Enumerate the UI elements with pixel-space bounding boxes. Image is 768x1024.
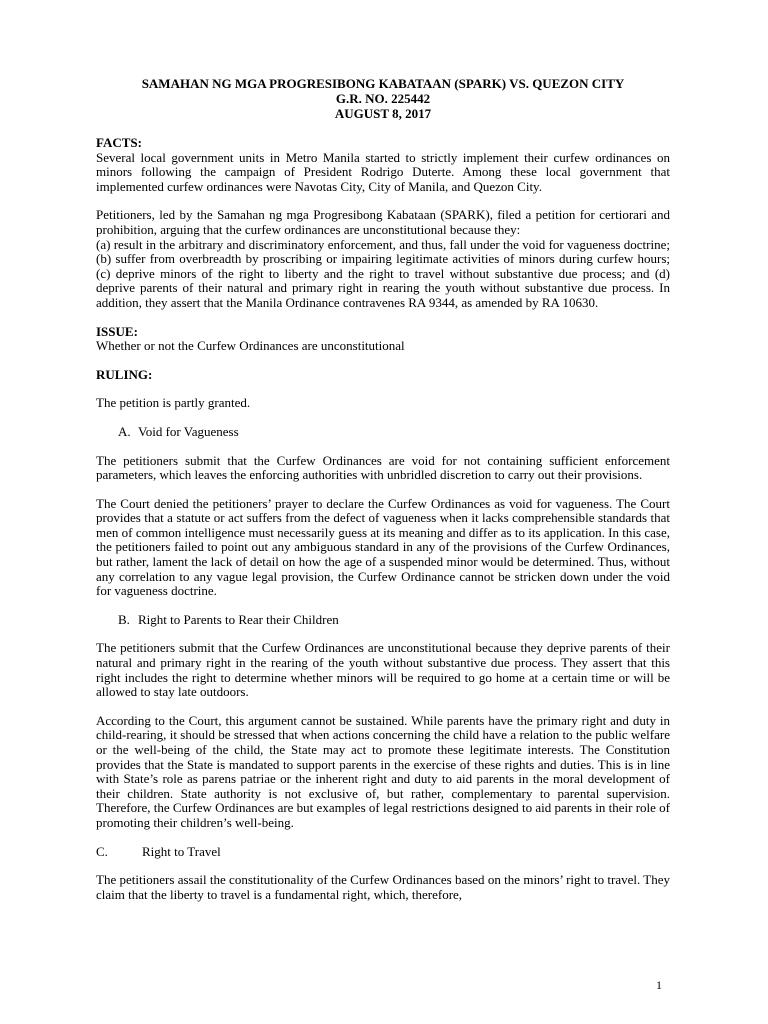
- document-page: [96, 76, 670, 916]
- section-a-title: Void for Vagueness: [138, 423, 239, 439]
- section-b-heading: [118, 613, 670, 628]
- section-a-paragraph-1: The petitioners submit that the Curfew Ordinances are void for not containing sufficient enforcement parameters, which leaves the enforcing authorities with unbridled discretion to carry out their provisions.: [96, 452, 670, 483]
- section-a-paragraph-2: The Court denied the petitioners’ prayer to declare the Curfew Ordinances as void for vagueness. The Court provides that a statute or act suffers from the defect of vagueness when it lacks comprehensible standards that men of common intelligence must necessarily guess at its meaning and differ as to its application. In this case, the petitioners failed to point out any ambiguous standard in any of the provisions of the Curfew Ordinances, but rather, lament the lack of detail on how the age of a suspended minor would be determined. Thus, without any correlation to any vague legal provision, the Curfew Ordinance cannot be stricken down under the void for vagueness doctrine.: [96, 495, 670, 599]
- facts-paragraph-3: (a) result in the arbitrary and discriminatory enforcement, and thus, fall under the void for vagueness doctrine; (b) suffer from overbreadth by proscribing or impairing legitimate activities of minors during curfew hours; (c) deprive minors of the right to liberty and the right to travel without substantive due process; and (d) deprive parents of their natural and primary right in rearing the youth without substantive due process. In addition, they assert that the Manila Ordinance contravenes RA 9344, as amended by RA 10630.: [96, 236, 670, 310]
- section-b-title: Right to Parents to Rear their Children: [138, 611, 339, 627]
- case-number: G.R. NO. 225442: [335, 91, 431, 106]
- facts-paragraph-2: Petitioners, led by the Samahan ng mga Progresibong Kabataan (SPARK), filed a petition for certiorari and prohibition, arguing that the curfew ordinances are unconstitutional because they:: [96, 207, 670, 237]
- page-number: 1: [656, 978, 662, 992]
- case-title: SAMAHAN NG MGA PROGRESIBONG KABATAAN (SPARK) VS. QUEZON CITY: [141, 76, 625, 91]
- section-b-letter: B.: [118, 611, 130, 627]
- section-b-paragraph-2: According to the Court, this argument cannot be sustained. While parents have the primary right and duty in child-rearing, it should be stressed that when actions concerning the child have a relation to the public welfare or the well-being of the child, the State may act to promote these legitimate interests. The Constitution provides that the State is mandated to support parents in the exercise of these rights and duties. This is in line with State’s role as parens patriae or the inherent right and duty to aid parents in the moral development of their children. State authority is not exclusive of, but rather, complementary to parental supervision. Therefore, the Curfew Ordinances are but examples of legal restrictions designed to aid parents in their role of promoting their children’s well-being.: [96, 712, 670, 830]
- facts-heading: FACTS:: [96, 135, 142, 150]
- case-date: AUGUST 8, 2017: [334, 106, 432, 121]
- case-title-block: [96, 76, 670, 121]
- section-a-heading: [118, 425, 670, 440]
- ruling-intro: The petition is partly granted.: [96, 395, 251, 411]
- facts-paragraph-1: Several local government units in Metro Manila started to strictly implement their curfew ordinances on minors following the campaign of President Rodrigo Duterte. Among these local government that implemented curfew ordinances were Navotas City, City of Manila, and Quezon City.: [96, 149, 670, 194]
- section-b-paragraph-1: The petitioners submit that the Curfew Ordinances are unconstitutional because they deprive parents of their natural and primary right in the rearing of the youth without substantive due process. They assert that this right includes the right to determine whether minors will be required to go home at a certain time or will be allowed to stay late outdoors.: [96, 640, 670, 700]
- section-c-paragraph-1: The petitioners assail the constitutionality of the Curfew Ordinances based on the minors’ right to travel. They claim that the liberty to travel is a fundamental right, which, therefore,: [96, 872, 670, 902]
- issue-text: Whether or not the Curfew Ordinances are unconstitutional: [96, 338, 405, 354]
- section-c-title: Right to Travel: [142, 843, 221, 859]
- ruling-heading: RULING:: [96, 366, 153, 382]
- section-c-heading: [96, 845, 670, 860]
- section-a-letter: A.: [118, 423, 131, 439]
- section-c-letter: C.: [96, 843, 108, 859]
- issue-heading: ISSUE:: [96, 323, 138, 339]
